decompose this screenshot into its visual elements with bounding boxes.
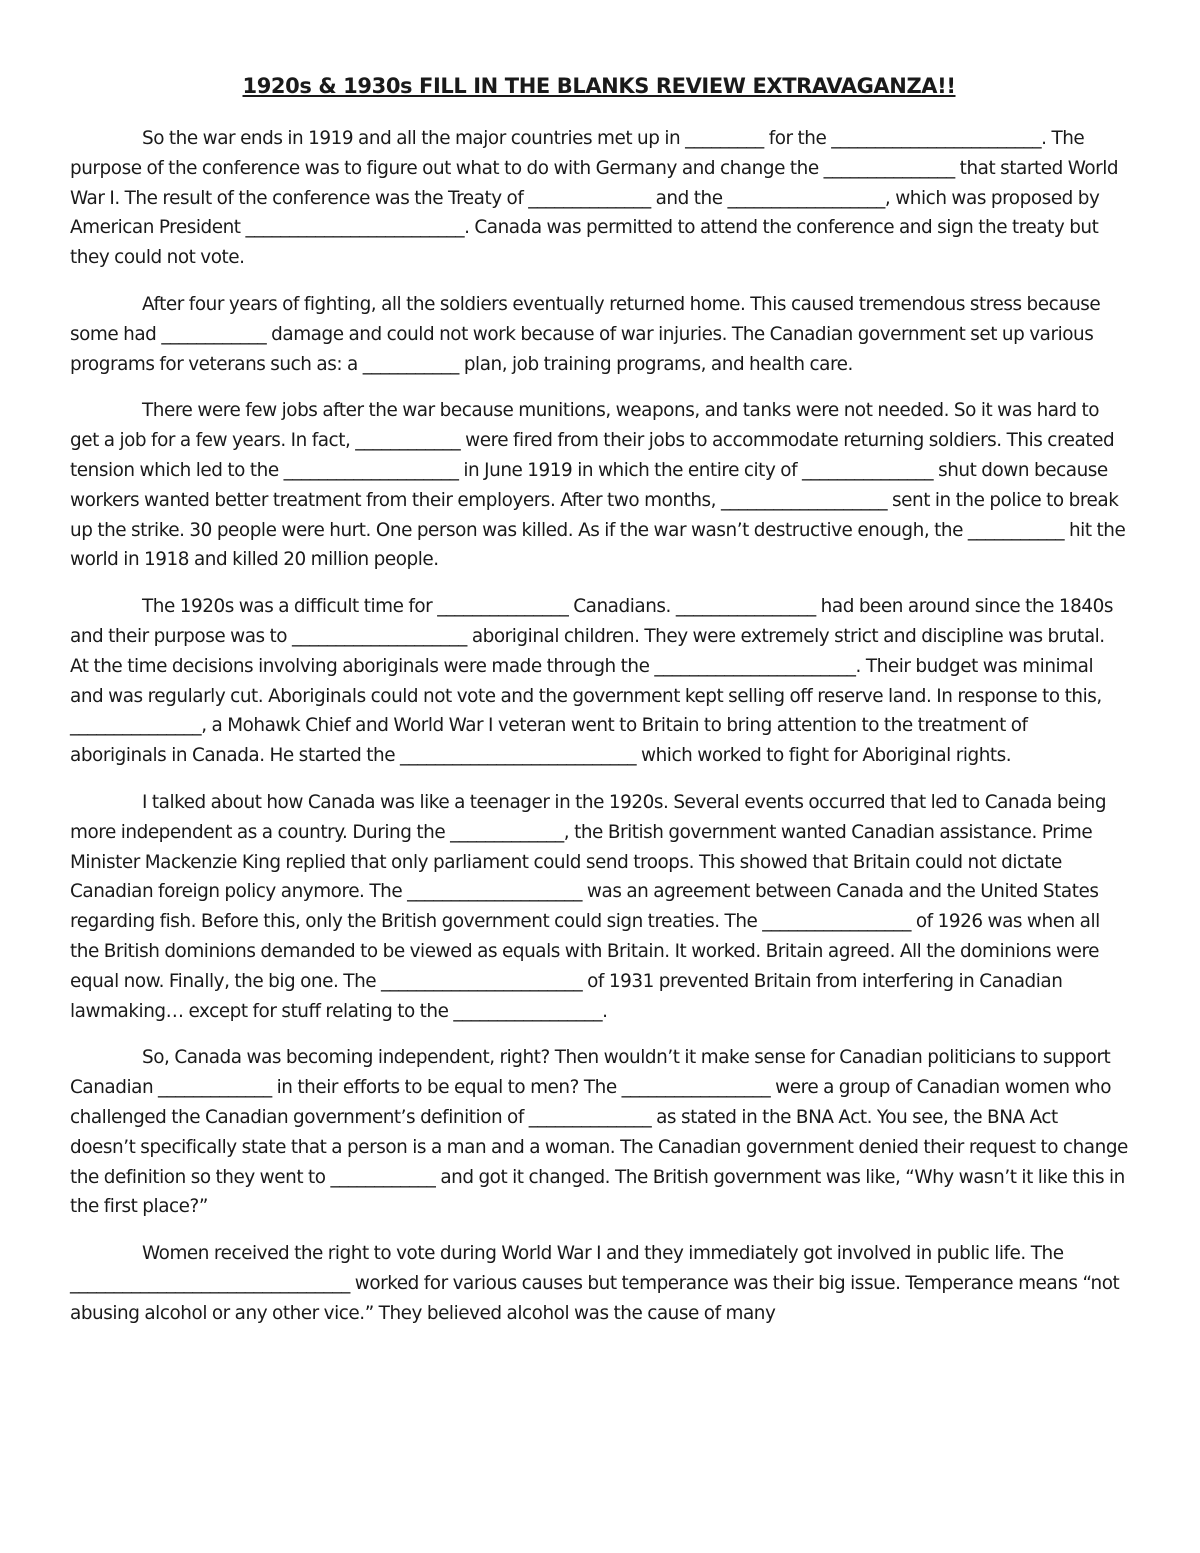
blank-fish-treaty: ____________________ (407, 881, 583, 903)
blank-league: ___________________________ (399, 745, 637, 767)
blank-president: _________________________ (245, 217, 465, 239)
text-segment: . Canada was permitted to attend the conference and sign the treaty but they could not vote. (70, 217, 1099, 269)
text-segment: After four years of fighting, all the soldiers eventually returned home. This caused tremendous stress because some had (70, 293, 1101, 345)
blank-strike-name: ____________________ (283, 459, 459, 481)
blank-declaration: _________________ (762, 911, 911, 933)
text-segment: for the (763, 128, 832, 149)
text-segment: as stated in the BNA Act. You see, the BNA Act doesn’t specifically state that a person is a man and a woman. The Canadian government denied their request to change the definition so they went to (70, 1106, 1128, 1188)
blank-organization: __________________ (727, 187, 885, 209)
paragraph-aboriginal (70, 592, 1128, 771)
text-segment: Canadians. (568, 596, 676, 618)
blank-fired-group: ____________ (355, 430, 461, 452)
text-segment: were fired from their jobs to accommodate returning soldiers. This created tension which led to the (70, 430, 1115, 481)
text-segment: were a group of Canadian women who challenged the Canadian government’s definition of (70, 1077, 1112, 1128)
blank-plan-type: ___________ (362, 353, 459, 375)
text-segment: . (602, 1000, 608, 1022)
blank-conference-name: ________________________ (831, 128, 1042, 149)
paragraph-soldiers-return (70, 290, 1128, 379)
blank-crisis: _____________ (450, 821, 564, 843)
blank-war-causes: _______________ (823, 157, 955, 179)
text-segment: , a Mohawk Chief and World War I veteran went to Britain to bring attention to the treatment of aboriginals in Canada. He started the (70, 715, 1028, 767)
text-segment: I talked about how Canada was like a teenager in the 1920s. Several events occurred that led to Canada being more independent as a country. During the (70, 791, 1107, 843)
text-segment: , which was proposed by American President (70, 187, 1100, 239)
blank-treaty-name: ______________ (528, 187, 651, 209)
text-segment: There were few jobs after the war because munitions, weapons, and tanks were not needed. So it was hard to get a job for a few years. In fact, (70, 400, 1100, 452)
paragraph-womens-rights (70, 1043, 1128, 1222)
text-segment: of 1931 prevented Britain from interfering in Canadian lawmaking… except for stuff relating to the (70, 970, 1063, 1022)
text-segment: plan, job training programs, and health care. (458, 353, 853, 375)
blank-union: ________________________________ (70, 1272, 350, 1294)
text-segment: worked for various causes but temperance was their big issue. Temperance means “not abusing alcohol or any other vice.” They believed alcohol was the cause of many (70, 1272, 1120, 1324)
blank-group: _______________ (437, 596, 569, 618)
blank-act: _________________ (453, 1000, 603, 1022)
blank-disease: ___________ (967, 519, 1065, 541)
paragraph-peace-conference (70, 124, 1128, 273)
blank-definition: ______________ (528, 1106, 652, 1128)
paragraph-temperance (70, 1239, 1128, 1328)
text-segment: So the war ends in 1919 and all the major countries met up in (142, 128, 686, 149)
text-segment: had been around since the 1840s and their purpose was to (70, 596, 1114, 647)
text-segment: hit the world in 1918 and killed 20 million people. (70, 519, 1126, 571)
text-segment: which worked to fight for Aboriginal rights. (636, 745, 1012, 767)
text-segment: . The purpose of the conference was to figure out what to do with Germany and change the (70, 128, 1085, 179)
blank-purpose: ____________________ (292, 625, 467, 647)
text-segment: damage and could not work because of war injuries. The Canadian government set up various programs for veterans such as: a (70, 323, 1094, 375)
blank-women: _____________ (158, 1077, 272, 1099)
text-segment: and the (650, 187, 728, 209)
text-segment: in June 1919 in which the entire city of (458, 459, 802, 481)
text-segment: aboriginal children. They were extremely strict and discipline was brutal. At the time decisions involving aboriginals were made through the (70, 625, 1105, 677)
text-segment: was an agreement between Canada and the United States regarding fish. Before this, only the British government could sign treaties. The (70, 881, 1099, 933)
text-segment: that started World War I. The result of the conference was the Treaty of (70, 157, 1119, 209)
text-segment: and got it changed. The British government was like, “Why wasn’t it like this in the first place?” (70, 1166, 1125, 1218)
blank-schools: ________________ (675, 596, 816, 618)
paragraph-jobs-strike (70, 396, 1128, 575)
blank-court: ____________ (330, 1166, 436, 1188)
text-segment: , the British government wanted Canadian assistance. Prime Minister Mackenzie King replied that only parliament could send troops. This showed that Britain could not dictate Canadian foreign policy anymore. The (70, 821, 1093, 903)
text-segment: sent in the police to break up the strike. 30 people were hurt. One person was killed. As if the war wasn’t destructive enough, the (70, 489, 1119, 541)
text-segment: shut down because workers wanted better treatment from their employers. After two months, (70, 459, 1108, 511)
paragraph-independence (70, 788, 1128, 1026)
text-segment: So, Canada was becoming independent, right? Then wouldn’t it make sense for Canadian politicians to support Canadian (70, 1047, 1111, 1099)
blank-statute: _______________________ (381, 970, 583, 992)
blank-government: ___________________ (720, 489, 888, 511)
text-segment: Women received the right to vote during World War I and they immediately got involved in public life. The (142, 1243, 1064, 1265)
blank-department: _______________________ (654, 655, 856, 677)
blank-famous-five: _________________ (621, 1077, 771, 1099)
text-segment: . Their budget was minimal and was regularly cut. Aboriginals could not vote and the government kept selling off reserve land. In response to this, (70, 655, 1102, 707)
text-segment: The 1920s was a difficult time for (142, 596, 438, 618)
text-segment: of 1926 was when all the British dominions demanded to be viewed as equals with Britain. It worked. Britain agreed. All the dominions were equal now. Finally, the big one. The (70, 911, 1100, 992)
blank-conference-city: _________ (685, 128, 764, 149)
blank-damage-type: ____________ (161, 323, 267, 345)
worksheet-title: 1920s & 1930s FILL IN THE BLANKS REVIEW EXTRAVAGANZA!! (242, 74, 956, 98)
text-segment: in their efforts to be equal to men? The (271, 1077, 622, 1099)
blank-city: _______________ (802, 459, 934, 481)
blank-chief: _______________ (70, 715, 202, 737)
